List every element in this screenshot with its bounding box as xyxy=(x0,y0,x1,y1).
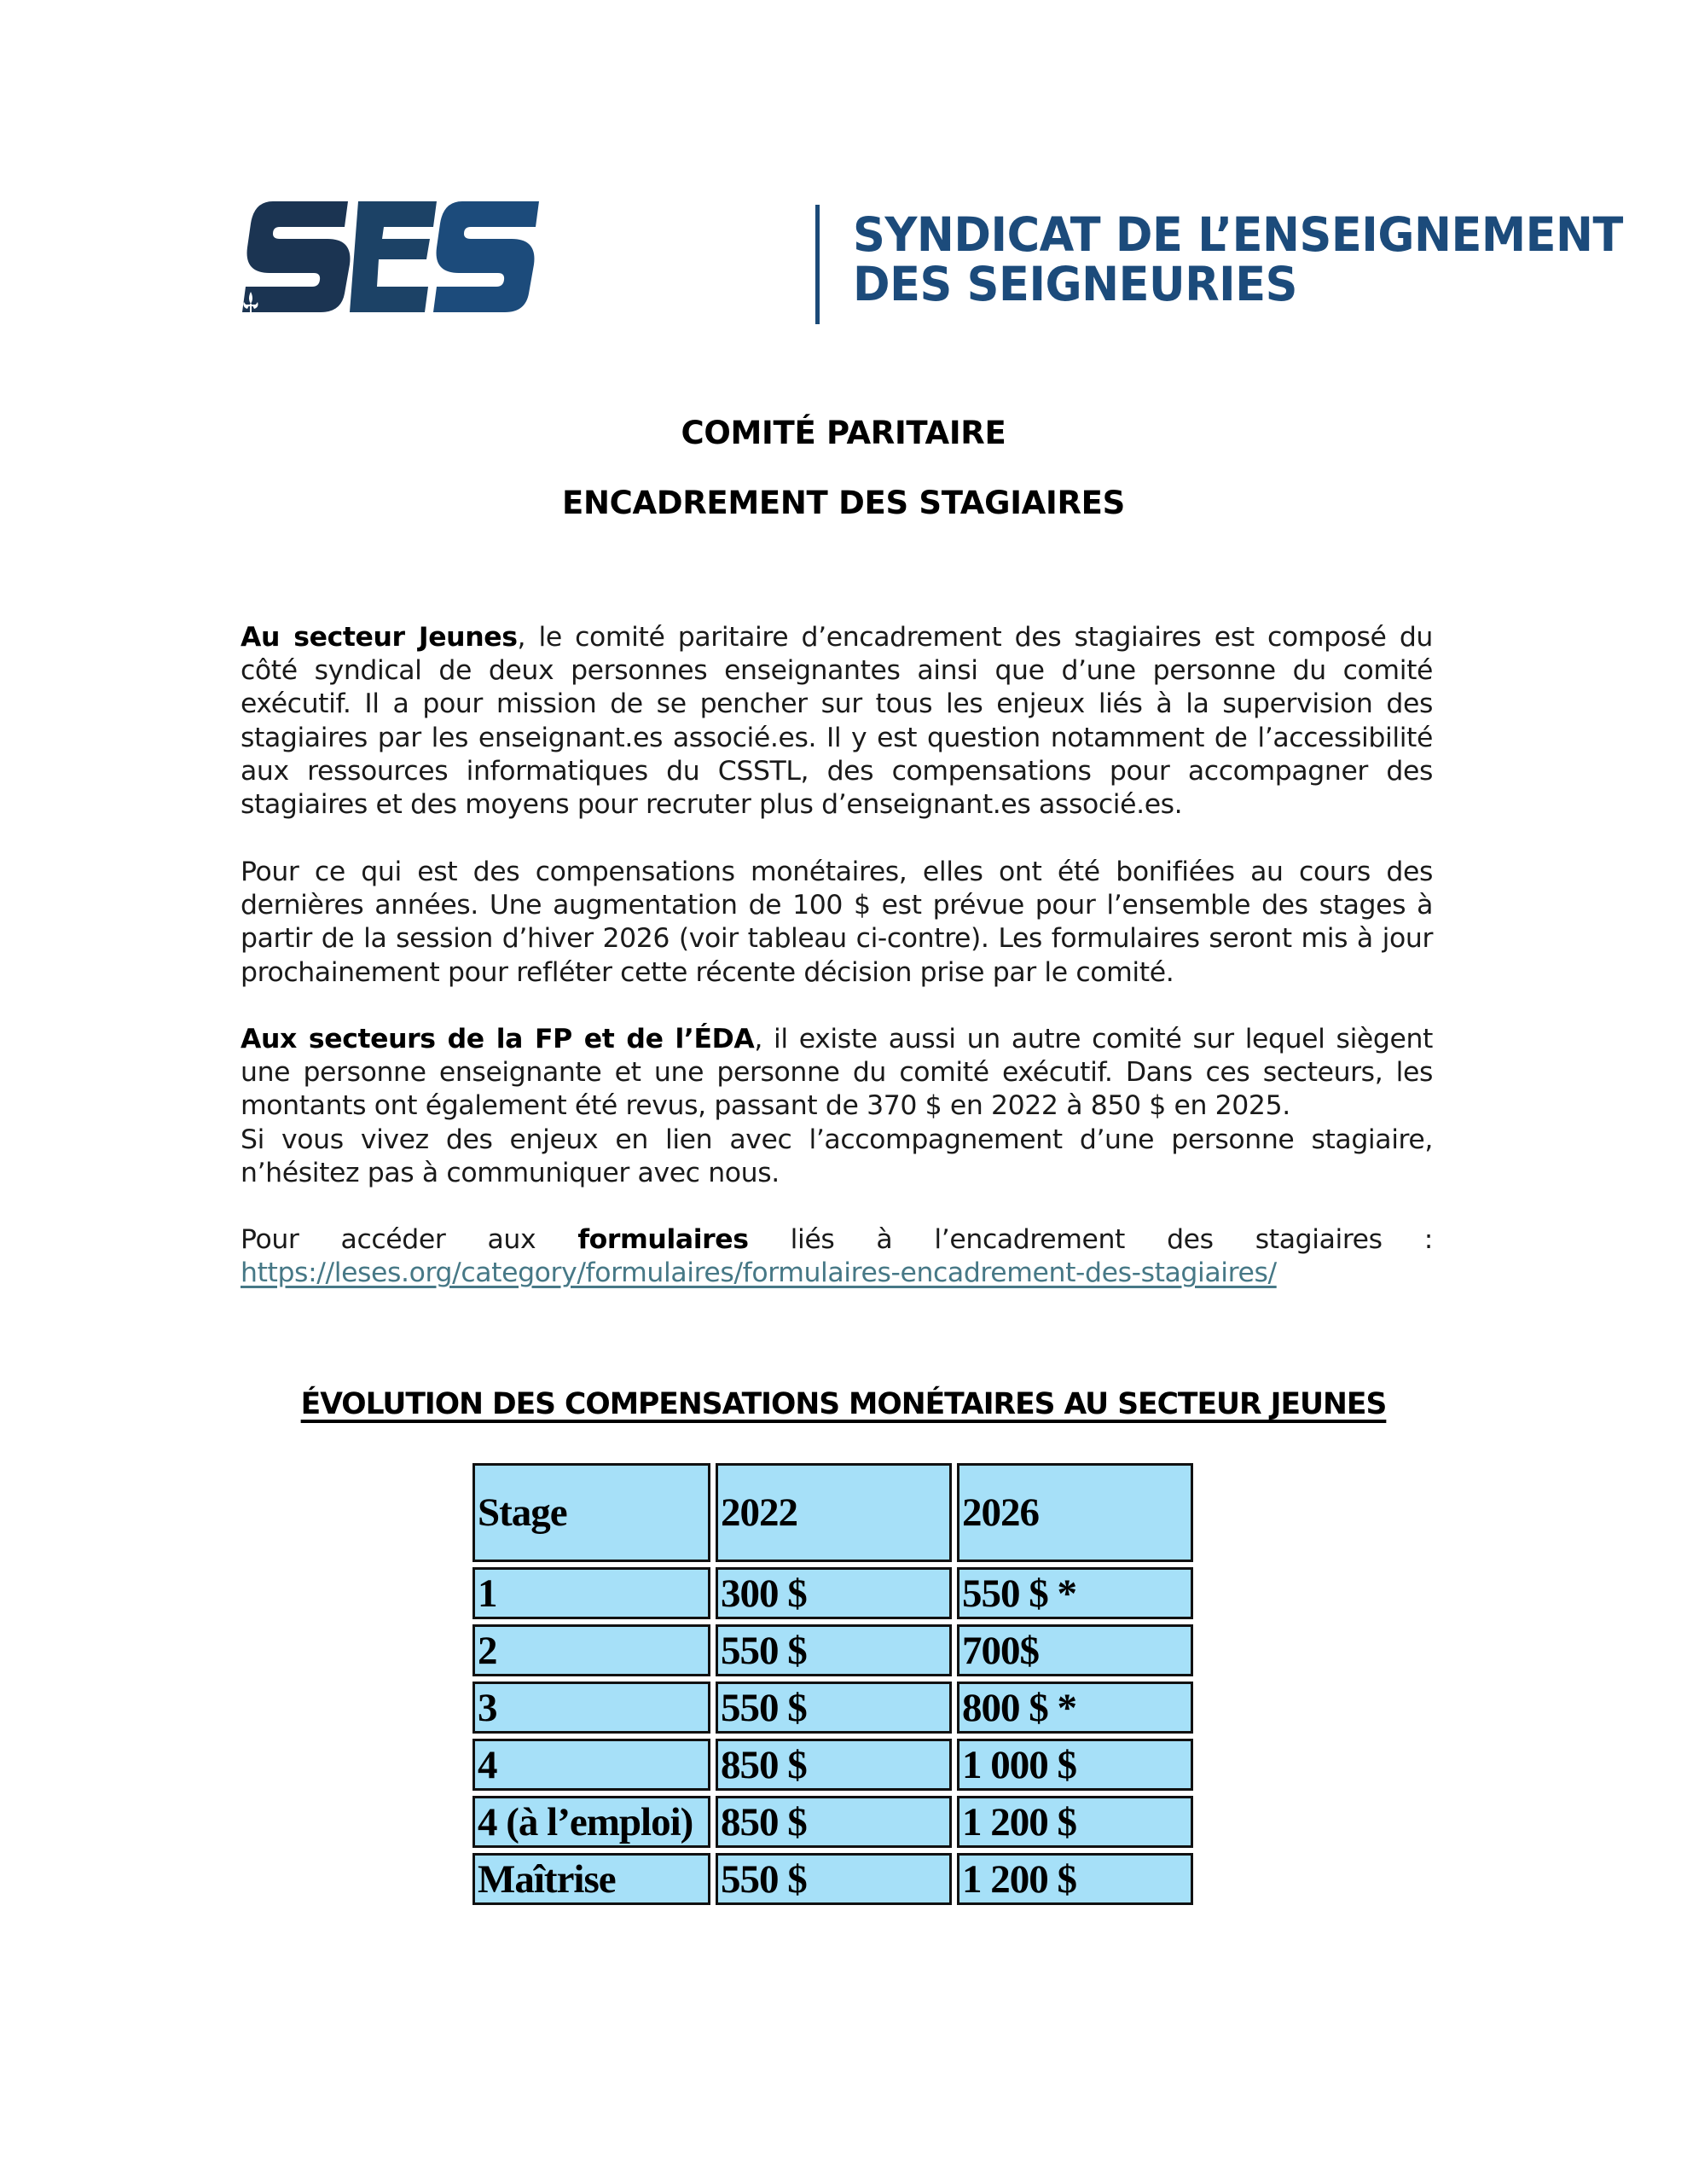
compensation-table xyxy=(467,1458,1198,1910)
table-row xyxy=(472,1853,1193,1905)
formulaires-intro-line xyxy=(241,1223,1433,1257)
table-row xyxy=(472,1567,1193,1619)
cell-2022: 550 $ xyxy=(716,1853,952,1905)
logo-divider xyxy=(815,205,820,324)
formulaires-text-after: liés à l’encadrement des stagiaires : xyxy=(748,1224,1433,1255)
cell-stage: 4 (à l’emploi) xyxy=(472,1796,710,1848)
paragraph-compensations xyxy=(241,856,1433,990)
cell-2022: 850 $ xyxy=(716,1796,952,1848)
paragraph-text: , le comité paritaire d’encadrement des stagiaires est composé du côté syndical de deux personnes enseignantes ainsi que d’une personne du comité exécutif. Il a pour mission de se pencher sur tous les enjeux liés à la supervision des stagiaires par les enseignant.es associé.es. Il y est question notamment de l’accessibilité aux ressources informatiques du CSSTL, des compensations pour accompagner des stagiaires et des moyens pour recruter plus d’enseignant.es associé.es. xyxy=(241,622,1433,821)
cell-2022: 550 $ xyxy=(716,1682,952,1734)
cell-2022: 300 $ xyxy=(716,1567,952,1619)
paragraph-formulaires xyxy=(241,1223,1433,1290)
table-header-row xyxy=(472,1463,1193,1562)
cell-2022: 550 $ xyxy=(716,1624,952,1676)
ses-logo-mark-icon xyxy=(239,198,542,316)
formulaires-text-before: Pour accéder aux xyxy=(241,1224,578,1255)
cell-stage: 1 xyxy=(472,1567,710,1619)
org-name-line2: DES SEIGNEURIES xyxy=(853,257,1297,311)
table-row xyxy=(472,1796,1193,1848)
table-row xyxy=(472,1739,1193,1791)
org-name-line1: SYNDICAT DE L’ENSEIGNEMENT xyxy=(853,207,1623,262)
paragraph-bold-lead: Au secteur Jeunes xyxy=(241,622,518,653)
table-title-text: ÉVOLUTION DES COMPENSATIONS MONÉTAIRES AU SECTEUR JEUNES xyxy=(300,1387,1387,1421)
cell-2026: 1 200 $ xyxy=(957,1796,1193,1848)
paragraph-contact-text: Si vous vivez des enjeux en lien avec l’accompagnement d’une personne stagiaire, n’hésitez pas à communiquer avec nous. xyxy=(241,1124,1433,1188)
cell-stage: 4 xyxy=(472,1739,710,1791)
paragraph-bold-lead: Aux secteurs de la FP et de l’ÉDA xyxy=(241,1024,755,1054)
formulaires-bold: formulaires xyxy=(577,1224,749,1255)
page-title: COMITÉ PARITAIRE xyxy=(681,415,1006,451)
column-header-2022: 2022 xyxy=(716,1463,952,1562)
cell-stage: 3 xyxy=(472,1682,710,1734)
paragraph-text: , il existe aussi un autre comité sur lequel siègent une personne enseignante et une personne du comité exécutif. Dans ces secteurs, les montants ont également été revus, passant de 370 $ en 2022 à 850 $ en 2025. xyxy=(241,1024,1433,1122)
table-row xyxy=(472,1682,1193,1734)
org-logo xyxy=(239,195,1623,321)
cell-2026: 1 000 $ xyxy=(957,1739,1193,1791)
cell-2022: 850 $ xyxy=(716,1739,952,1791)
formulaires-link[interactable]: https://leses.org/category/formulaires/formulaires-encadrement-des-stagiaires/ xyxy=(241,1258,1277,1289)
paragraph-text: Pour ce qui est des compensations monétaires, elles ont été bonifiées au cours des dernières années. Une augmentation de 100 $ est prévue pour l’ensemble des stages à partir de la session d’hiver 2026 (voir tableau ci-contre). Les formulaires seront mis à jour prochainement pour refléter cette récente décision prise par le comité. xyxy=(241,857,1433,988)
page-subtitle: ENCADREMENT DES STAGIAIRES xyxy=(561,485,1125,521)
paragraph-secteur-jeunes xyxy=(241,621,1433,822)
column-header-2026: 2026 xyxy=(957,1463,1193,1562)
org-name xyxy=(853,207,1659,311)
cell-2026: 700$ xyxy=(957,1624,1193,1676)
table-row xyxy=(472,1624,1193,1676)
cell-stage: Maîtrise xyxy=(472,1853,710,1905)
cell-2026: 800 $ * xyxy=(957,1682,1193,1734)
paragraph-fp-eda xyxy=(241,1023,1433,1190)
table-title xyxy=(0,1387,1687,1421)
cell-stage: 2 xyxy=(472,1624,710,1676)
column-header-stage: Stage xyxy=(472,1463,710,1562)
cell-2026: 1 200 $ xyxy=(957,1853,1193,1905)
cell-2026: 550 $ * xyxy=(957,1567,1193,1619)
